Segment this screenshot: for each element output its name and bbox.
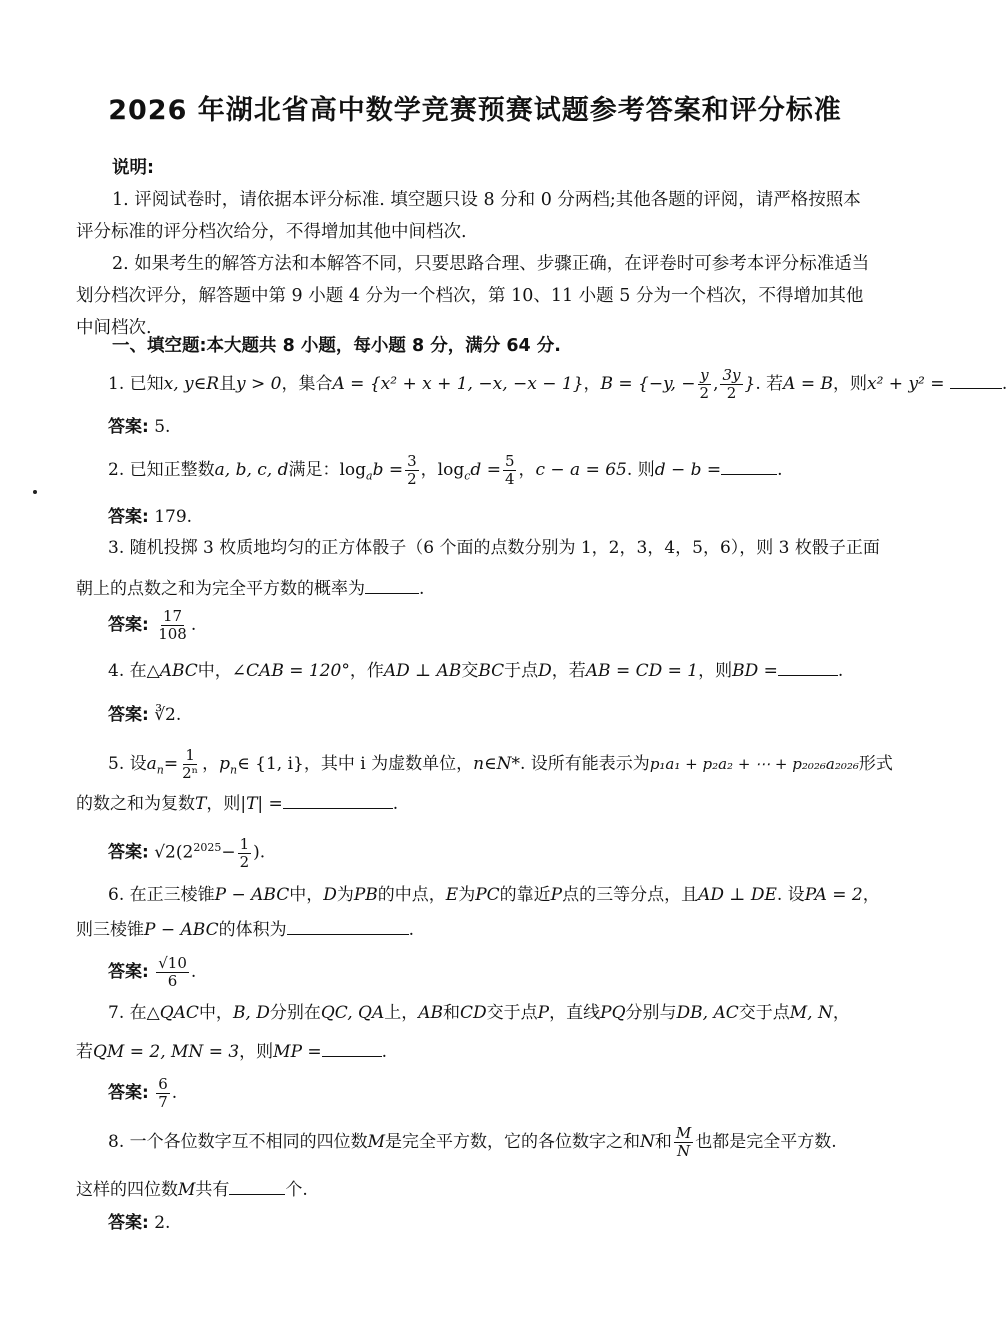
section-heading: 一、填空题:本大题共 8 小题，每小题 8 分，满分 64 分. — [112, 336, 561, 356]
page-title: 2026 年湖北省高中数学竞赛预赛试题参考答案和评分标准 — [108, 95, 842, 126]
instruction-2: 2. 如果考生的解答方法和本解答不同，只要思路合理、步骤正确，在评卷时可参考本评分标准适当划分档次评分，解答题中第 9 小题 4 分为一个档次，第 10、11 小题 5 分为一个档次，不得增加其他中间档次. — [76, 254, 870, 338]
question-7: 7. 在△QAC中，B, D分别在QC, QA上，AB和CD交于点P，直线PQ分别与DB, AC交于点M, N， — [108, 1003, 850, 1023]
question-5: 5. 设$a_n=$ $\frac{1}{\text{2ⁿ}}$ ，$p_n\in$ {1, i}，其中 i 为虚数单位，n∈N*. 设所有能表示为p₁a₁ + p₂a₂ + ⋯ + p₂₀₂₆a₂₀₂₆形式 — [108, 746, 893, 782]
answer-blank — [322, 1038, 382, 1057]
answer-blank — [287, 916, 409, 935]
fraction: $\frac{5}{4}$ — [504, 452, 515, 488]
question-3: 3. 随机投掷 3 枚质地均匀的正方体骰子（6 个面的点数分别为 1，2，3，4，5，6），则 3 枚骰子正面 — [108, 538, 880, 558]
fraction: $\frac{√10}{6}$ — [158, 954, 187, 990]
answer-blank — [950, 370, 1002, 389]
fraction: $\frac{1}{\text{2ⁿ}}$ — [182, 746, 199, 782]
answer-2: 答案: 179. — [108, 507, 193, 527]
instructions — [76, 152, 876, 344]
answer-5: 答案: $√2(2^{2025}-$ $\frac{1}{2}$ ). — [108, 834, 266, 871]
answer-blank — [229, 1176, 285, 1195]
question-3-line-2: 朝上的点数之和为完全平方数的概率为 . — [76, 571, 846, 607]
fraction: $\frac{M}{N}$ — [675, 1124, 692, 1160]
answer-blank — [778, 657, 838, 676]
fraction: $\frac{1}{2}$ — [239, 834, 250, 871]
answer-3: 答案: $\frac{17}{108}$ . — [108, 607, 197, 643]
fraction: $\frac{6}{7}$ — [158, 1075, 168, 1111]
answer-6: 答案: $\frac{√10}{6}$ . — [108, 954, 197, 990]
answer-8: 答案: 2. — [108, 1213, 171, 1233]
scan-speck — [33, 490, 37, 494]
question-8-line-2: 这样的四位数M共有 个. — [76, 1172, 846, 1208]
question-6-line-2: 则三棱锥P − ABC的体积为 . — [76, 912, 846, 948]
question-6: 6. 在正三棱锥P − ABC中，D为PB的中点，E为PC的靠近P点的三等分点，且AD ⊥ DE. 设PA = 2， — [108, 885, 880, 905]
answer-7: 答案: $\frac{6}{7}$ . — [108, 1075, 178, 1111]
instruction-1: 1. 评阅试卷时，请依据本评分标准. 填空题只设 8 分和 0 分两档;其他各题的评阅，请严格按照本评分标准的评分档次给分，不得增加其他中间档次. — [76, 190, 861, 242]
question-7-line-2: 若QM = 2, MN = 3，则MP = . — [76, 1034, 846, 1070]
fraction: $\frac{3}{2}$ — [407, 452, 417, 488]
answer-blank — [283, 790, 393, 809]
answer-1: 答案: 5. — [108, 417, 171, 437]
answer-4: 答案: ∛2. — [108, 705, 182, 725]
question-1: 1. 已知x, y∈R且y > 0，集合A = {x² + x + 1, −x, −x − 1}，B = {−y, − $\frac{y}{2}$ , $\frac{3y}{2}$ }. 若A = B，则x² + y² = . — [108, 366, 1007, 402]
question-2: 2. 已知正整数a, b, c, d满足：$\log_ab$ = $\frac{3}{2}$ ，$\log_cd$ = $\frac{5}{4}$ ，c − a = 65. 则d − b = . — [108, 452, 783, 488]
question-8: 8. 一个各位数字互不相同的四位数M是完全平方数，它的各位数字之和N和 $\frac{M}{N}$ 也都是完全平方数. — [108, 1124, 837, 1160]
question-5-line-2: 的数之和为复数T，则|T| = . — [76, 786, 846, 822]
fraction: $\frac{3y}{2}$ — [722, 366, 741, 402]
instructions-heading: 说明: — [112, 158, 154, 178]
fraction: $\frac{17}{108}$ — [158, 607, 187, 643]
fraction: $\frac{y}{2}$ — [699, 366, 710, 402]
question-4: 4. 在△ABC中，∠CAB = 120°，作AD ⊥ AB交BC于点D，若AB = CD = 1，则BD = . — [108, 653, 878, 689]
answer-blank — [365, 575, 419, 594]
answer-blank — [721, 456, 777, 475]
